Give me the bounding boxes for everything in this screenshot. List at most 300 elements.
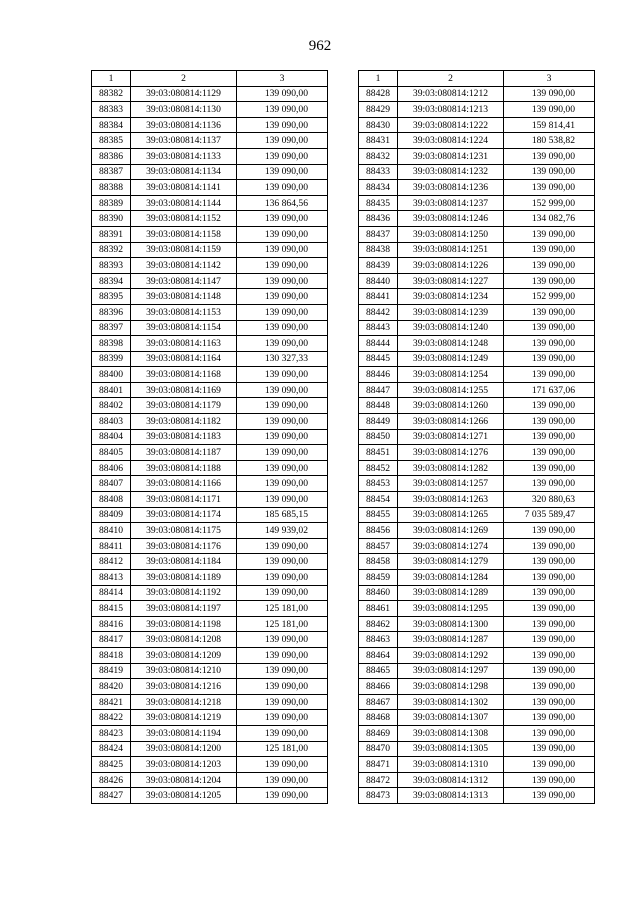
cadastral-number-cell: 39:03:080814:1188: [131, 460, 237, 476]
table-row: [359, 382, 595, 398]
cadastral-number-cell: 39:03:080814:1176: [131, 538, 237, 554]
table-row: [359, 258, 595, 274]
value-cell: 139 090,00: [504, 710, 595, 726]
table-row: [359, 492, 595, 508]
row-number-cell: 88433: [359, 164, 398, 180]
value-cell: 139 090,00: [237, 710, 328, 726]
table-row: [359, 148, 595, 164]
row-number-cell: 88450: [359, 429, 398, 445]
value-cell: 139 090,00: [237, 102, 328, 118]
cadastral-number-cell: 39:03:080814:1239: [398, 304, 504, 320]
row-number-cell: 88426: [92, 772, 131, 788]
value-cell: 139 090,00: [504, 398, 595, 414]
value-cell: 139 090,00: [237, 554, 328, 570]
value-cell: 139 090,00: [504, 226, 595, 242]
row-number-cell: 88389: [92, 195, 131, 211]
row-number-cell: 88456: [359, 523, 398, 539]
value-cell: 139 090,00: [237, 632, 328, 648]
table-row: [92, 788, 328, 804]
value-cell: 139 090,00: [237, 117, 328, 133]
cadastral-number-cell: 39:03:080814:1141: [131, 180, 237, 196]
row-number-cell: 88407: [92, 476, 131, 492]
table-row: [92, 336, 328, 352]
cadastral-number-cell: 39:03:080814:1279: [398, 554, 504, 570]
table-row: [92, 710, 328, 726]
table-row: [359, 289, 595, 305]
cadastral-number-cell: 39:03:080814:1208: [131, 632, 237, 648]
cadastral-number-cell: 39:03:080814:1237: [398, 195, 504, 211]
row-number-cell: 88459: [359, 570, 398, 586]
value-cell: 139 090,00: [237, 180, 328, 196]
value-cell: 139 090,00: [237, 336, 328, 352]
value-cell: 139 090,00: [504, 741, 595, 757]
row-number-cell: 88454: [359, 492, 398, 508]
table-row: [359, 476, 595, 492]
row-number-cell: 88384: [92, 117, 131, 133]
cadastral-number-cell: 39:03:080814:1204: [131, 772, 237, 788]
table-row: [359, 507, 595, 523]
cadastral-number-cell: 39:03:080814:1297: [398, 663, 504, 679]
cadastral-number-cell: 39:03:080814:1168: [131, 367, 237, 383]
value-cell: 139 090,00: [504, 601, 595, 617]
cadastral-number-cell: 39:03:080814:1298: [398, 679, 504, 695]
value-cell: 139 090,00: [237, 772, 328, 788]
value-cell: 139 090,00: [504, 102, 595, 118]
cadastral-number-cell: 39:03:080814:1194: [131, 725, 237, 741]
cadastral-number-cell: 39:03:080814:1216: [131, 679, 237, 695]
cadastral-number-cell: 39:03:080814:1308: [398, 725, 504, 741]
table-row: [359, 788, 595, 804]
cadastral-number-cell: 39:03:080814:1287: [398, 632, 504, 648]
row-number-cell: 88402: [92, 398, 131, 414]
cadastral-number-cell: 39:03:080814:1310: [398, 757, 504, 773]
cadastral-number-cell: 39:03:080814:1282: [398, 460, 504, 476]
value-cell: 152 999,00: [504, 195, 595, 211]
value-cell: 139 090,00: [237, 445, 328, 461]
value-cell: 139 090,00: [504, 242, 595, 258]
value-cell: 139 090,00: [504, 351, 595, 367]
table-row: [359, 694, 595, 710]
value-cell: 134 082,76: [504, 211, 595, 227]
value-cell: 139 090,00: [237, 663, 328, 679]
table-row: [359, 710, 595, 726]
cadastral-number-cell: 39:03:080814:1231: [398, 148, 504, 164]
row-number-cell: 88386: [92, 148, 131, 164]
cadastral-number-cell: 39:03:080814:1274: [398, 538, 504, 554]
table-row: [92, 445, 328, 461]
row-number-cell: 88427: [92, 788, 131, 804]
table-row: [92, 694, 328, 710]
row-number-cell: 88397: [92, 320, 131, 336]
row-number-cell: 88411: [92, 538, 131, 554]
left-register-table: [91, 70, 328, 804]
cadastral-number-cell: 39:03:080814:1246: [398, 211, 504, 227]
table-row: [92, 757, 328, 773]
table-row: [92, 492, 328, 508]
cadastral-number-cell: 39:03:080814:1289: [398, 585, 504, 601]
value-cell: 139 090,00: [237, 86, 328, 102]
value-cell: 139 090,00: [237, 414, 328, 430]
cadastral-number-cell: 39:03:080814:1222: [398, 117, 504, 133]
cadastral-number-cell: 39:03:080814:1198: [131, 616, 237, 632]
value-cell: 139 090,00: [504, 460, 595, 476]
value-cell: 125 181,00: [237, 616, 328, 632]
table-row: [359, 164, 595, 180]
cadastral-number-cell: 39:03:080814:1147: [131, 273, 237, 289]
row-number-cell: 88419: [92, 663, 131, 679]
cadastral-number-cell: 39:03:080814:1179: [131, 398, 237, 414]
cadastral-number-cell: 39:03:080814:1169: [131, 382, 237, 398]
row-number-cell: 88443: [359, 320, 398, 336]
value-cell: 139 090,00: [237, 679, 328, 695]
table-row: [359, 117, 595, 133]
row-number-cell: 88382: [92, 86, 131, 102]
value-cell: 139 090,00: [504, 273, 595, 289]
cadastral-number-cell: 39:03:080814:1163: [131, 336, 237, 352]
value-cell: 139 090,00: [504, 336, 595, 352]
cadastral-number-cell: 39:03:080814:1197: [131, 601, 237, 617]
table-row: [92, 351, 328, 367]
cadastral-number-cell: 39:03:080814:1212: [398, 86, 504, 102]
table-row: [359, 320, 595, 336]
cadastral-number-cell: 39:03:080814:1142: [131, 258, 237, 274]
value-cell: 139 090,00: [504, 694, 595, 710]
cadastral-number-cell: 39:03:080814:1255: [398, 382, 504, 398]
cadastral-number-cell: 39:03:080814:1209: [131, 647, 237, 663]
page-number: 962: [308, 38, 332, 54]
cadastral-number-cell: 39:03:080814:1305: [398, 741, 504, 757]
table-row: [92, 647, 328, 663]
table-row: [359, 351, 595, 367]
cadastral-number-cell: 39:03:080814:1218: [131, 694, 237, 710]
row-number-cell: 88420: [92, 679, 131, 695]
row-number-cell: 88403: [92, 414, 131, 430]
value-cell: 180 538,82: [504, 133, 595, 149]
table-row: [92, 304, 328, 320]
column-header-3: 3: [237, 71, 328, 87]
row-number-cell: 88435: [359, 195, 398, 211]
table-row: [92, 414, 328, 430]
value-cell: 139 090,00: [504, 570, 595, 586]
value-cell: 139 090,00: [237, 538, 328, 554]
value-cell: 139 090,00: [504, 679, 595, 695]
table-row: [359, 211, 595, 227]
column-header-3: 3: [504, 71, 595, 87]
table-row: [359, 367, 595, 383]
table-row: [359, 226, 595, 242]
value-cell: 125 181,00: [237, 741, 328, 757]
cadastral-number-cell: 39:03:080814:1269: [398, 523, 504, 539]
value-cell: 139 090,00: [237, 460, 328, 476]
table-row: [359, 414, 595, 430]
row-number-cell: 88399: [92, 351, 131, 367]
cadastral-number-cell: 39:03:080814:1213: [398, 102, 504, 118]
table-row: [359, 273, 595, 289]
value-cell: 139 090,00: [237, 133, 328, 149]
cadastral-number-cell: 39:03:080814:1129: [131, 86, 237, 102]
cadastral-number-cell: 39:03:080814:1257: [398, 476, 504, 492]
cadastral-number-cell: 39:03:080814:1265: [398, 507, 504, 523]
table-row: [92, 289, 328, 305]
row-number-cell: 88470: [359, 741, 398, 757]
row-number-cell: 88412: [92, 554, 131, 570]
row-number-cell: 88395: [92, 289, 131, 305]
cadastral-number-cell: 39:03:080814:1166: [131, 476, 237, 492]
row-number-cell: 88464: [359, 647, 398, 663]
cadastral-number-cell: 39:03:080814:1205: [131, 788, 237, 804]
cadastral-number-cell: 39:03:080814:1158: [131, 226, 237, 242]
cadastral-number-cell: 39:03:080814:1200: [131, 741, 237, 757]
table-row: [92, 554, 328, 570]
cadastral-number-cell: 39:03:080814:1263: [398, 492, 504, 508]
table-row: [92, 601, 328, 617]
cadastral-number-cell: 39:03:080814:1227: [398, 273, 504, 289]
cadastral-number-cell: 39:03:080814:1219: [131, 710, 237, 726]
row-number-cell: 88448: [359, 398, 398, 414]
cadastral-number-cell: 39:03:080814:1171: [131, 492, 237, 508]
row-number-cell: 88461: [359, 601, 398, 617]
value-cell: 139 090,00: [237, 429, 328, 445]
table-row: [359, 304, 595, 320]
table-row: [92, 570, 328, 586]
column-header-2: 2: [131, 71, 237, 87]
value-cell: 139 090,00: [237, 226, 328, 242]
row-number-cell: 88394: [92, 273, 131, 289]
row-number-cell: 88410: [92, 523, 131, 539]
cadastral-number-cell: 39:03:080814:1175: [131, 523, 237, 539]
value-cell: 139 090,00: [237, 570, 328, 586]
value-cell: 139 090,00: [504, 632, 595, 648]
table-row: [92, 133, 328, 149]
cadastral-number-cell: 39:03:080814:1130: [131, 102, 237, 118]
cadastral-number-cell: 39:03:080814:1271: [398, 429, 504, 445]
table-row: [92, 616, 328, 632]
cadastral-number-cell: 39:03:080814:1184: [131, 554, 237, 570]
row-number-cell: 88424: [92, 741, 131, 757]
row-number-cell: 88385: [92, 133, 131, 149]
table-row: [92, 86, 328, 102]
row-number-cell: 88452: [359, 460, 398, 476]
table-row: [359, 242, 595, 258]
value-cell: 139 090,00: [237, 788, 328, 804]
table-row: [359, 180, 595, 196]
cadastral-number-cell: 39:03:080814:1189: [131, 570, 237, 586]
value-cell: 139 090,00: [504, 180, 595, 196]
row-number-cell: 88390: [92, 211, 131, 227]
cadastral-number-cell: 39:03:080814:1302: [398, 694, 504, 710]
row-number-cell: 88408: [92, 492, 131, 508]
table-row: [359, 102, 595, 118]
row-number-cell: 88466: [359, 679, 398, 695]
row-number-cell: 88463: [359, 632, 398, 648]
value-cell: 139 090,00: [237, 258, 328, 274]
table-row: [92, 538, 328, 554]
table-row: [359, 86, 595, 102]
cadastral-number-cell: 39:03:080814:1187: [131, 445, 237, 461]
column-header-1: 1: [359, 71, 398, 87]
table-row: [359, 663, 595, 679]
row-number-cell: 88442: [359, 304, 398, 320]
table-row: [92, 679, 328, 695]
cadastral-number-cell: 39:03:080814:1226: [398, 258, 504, 274]
value-cell: 139 090,00: [504, 320, 595, 336]
row-number-cell: 88465: [359, 663, 398, 679]
cadastral-number-cell: 39:03:080814:1248: [398, 336, 504, 352]
value-cell: 139 090,00: [237, 273, 328, 289]
cadastral-number-cell: 39:03:080814:1284: [398, 570, 504, 586]
cadastral-number-cell: 39:03:080814:1260: [398, 398, 504, 414]
table-row: [92, 398, 328, 414]
value-cell: 139 090,00: [504, 554, 595, 570]
header-row: [359, 71, 595, 87]
row-number-cell: 88457: [359, 538, 398, 554]
table-row: [92, 367, 328, 383]
table-row: [359, 679, 595, 695]
row-number-cell: 88471: [359, 757, 398, 773]
cadastral-number-cell: 39:03:080814:1154: [131, 320, 237, 336]
table-row: [92, 663, 328, 679]
table-row: [359, 632, 595, 648]
value-cell: 139 090,00: [237, 585, 328, 601]
value-cell: 139 090,00: [504, 585, 595, 601]
column-header-2: 2: [398, 71, 504, 87]
table-row: [359, 570, 595, 586]
cadastral-number-cell: 39:03:080814:1224: [398, 133, 504, 149]
value-cell: 139 090,00: [504, 367, 595, 383]
row-number-cell: 88455: [359, 507, 398, 523]
table-row: [92, 242, 328, 258]
table-row: [359, 616, 595, 632]
row-number-cell: 88429: [359, 102, 398, 118]
row-number-cell: 88387: [92, 164, 131, 180]
value-cell: 139 090,00: [504, 772, 595, 788]
value-cell: 139 090,00: [237, 211, 328, 227]
table-row: [92, 382, 328, 398]
value-cell: 139 090,00: [237, 148, 328, 164]
table-row: [92, 476, 328, 492]
column-header-1: 1: [92, 71, 131, 87]
header-row: [92, 71, 328, 87]
table-row: [92, 725, 328, 741]
value-cell: 7 035 589,47: [504, 507, 595, 523]
row-number-cell: 88447: [359, 382, 398, 398]
value-cell: 125 181,00: [237, 601, 328, 617]
cadastral-number-cell: 39:03:080814:1210: [131, 663, 237, 679]
cadastral-number-cell: 39:03:080814:1183: [131, 429, 237, 445]
table-row: [92, 117, 328, 133]
row-number-cell: 88468: [359, 710, 398, 726]
left-table-body: [92, 86, 328, 803]
row-number-cell: 88396: [92, 304, 131, 320]
value-cell: 139 090,00: [504, 304, 595, 320]
row-number-cell: 88409: [92, 507, 131, 523]
value-cell: 139 090,00: [237, 367, 328, 383]
value-cell: 139 090,00: [237, 164, 328, 180]
row-number-cell: 88391: [92, 226, 131, 242]
cadastral-number-cell: 39:03:080814:1254: [398, 367, 504, 383]
value-cell: 139 090,00: [504, 757, 595, 773]
row-number-cell: 88418: [92, 647, 131, 663]
cadastral-number-cell: 39:03:080814:1307: [398, 710, 504, 726]
row-number-cell: 88393: [92, 258, 131, 274]
cadastral-number-cell: 39:03:080814:1295: [398, 601, 504, 617]
cadastral-number-cell: 39:03:080814:1159: [131, 242, 237, 258]
value-cell: 139 090,00: [504, 788, 595, 804]
value-cell: 139 090,00: [504, 523, 595, 539]
value-cell: 139 090,00: [237, 725, 328, 741]
cadastral-number-cell: 39:03:080814:1251: [398, 242, 504, 258]
value-cell: 139 090,00: [237, 289, 328, 305]
value-cell: 139 090,00: [504, 414, 595, 430]
row-number-cell: 88460: [359, 585, 398, 601]
table-row: [359, 757, 595, 773]
cadastral-number-cell: 39:03:080814:1250: [398, 226, 504, 242]
table-row: [92, 320, 328, 336]
cadastral-number-cell: 39:03:080814:1182: [131, 414, 237, 430]
cadastral-number-cell: 39:03:080814:1136: [131, 117, 237, 133]
cadastral-number-cell: 39:03:080814:1234: [398, 289, 504, 305]
value-cell: 139 090,00: [237, 476, 328, 492]
value-cell: 139 090,00: [504, 538, 595, 554]
table-row: [92, 258, 328, 274]
row-number-cell: 88434: [359, 180, 398, 196]
table-row: [359, 429, 595, 445]
value-cell: 139 090,00: [237, 320, 328, 336]
cadastral-number-cell: 39:03:080814:1276: [398, 445, 504, 461]
row-number-cell: 88432: [359, 148, 398, 164]
row-number-cell: 88413: [92, 570, 131, 586]
right-register-table: [358, 70, 595, 804]
value-cell: 149 939,02: [237, 523, 328, 539]
row-number-cell: 88417: [92, 632, 131, 648]
cadastral-number-cell: 39:03:080814:1232: [398, 164, 504, 180]
table-row: [359, 725, 595, 741]
cadastral-number-cell: 39:03:080814:1133: [131, 148, 237, 164]
table-row: [359, 647, 595, 663]
value-cell: 139 090,00: [504, 148, 595, 164]
value-cell: 139 090,00: [504, 429, 595, 445]
row-number-cell: 88415: [92, 601, 131, 617]
value-cell: 152 999,00: [504, 289, 595, 305]
value-cell: 139 090,00: [504, 86, 595, 102]
row-number-cell: 88436: [359, 211, 398, 227]
table-row: [359, 523, 595, 539]
row-number-cell: 88430: [359, 117, 398, 133]
value-cell: 139 090,00: [237, 647, 328, 663]
row-number-cell: 88431: [359, 133, 398, 149]
table-row: [359, 585, 595, 601]
table-row: [359, 741, 595, 757]
row-number-cell: 88437: [359, 226, 398, 242]
table-row: [359, 538, 595, 554]
cadastral-number-cell: 39:03:080814:1236: [398, 180, 504, 196]
row-number-cell: 88446: [359, 367, 398, 383]
value-cell: 139 090,00: [504, 616, 595, 632]
value-cell: 139 090,00: [504, 725, 595, 741]
table-row: [92, 226, 328, 242]
table-row: [92, 507, 328, 523]
table-row: [92, 195, 328, 211]
row-number-cell: 88472: [359, 772, 398, 788]
value-cell: 139 090,00: [504, 663, 595, 679]
value-cell: 139 090,00: [504, 445, 595, 461]
table-row: [92, 211, 328, 227]
value-cell: 139 090,00: [237, 757, 328, 773]
row-number-cell: 88388: [92, 180, 131, 196]
table-row: [92, 585, 328, 601]
row-number-cell: 88441: [359, 289, 398, 305]
cadastral-number-cell: 39:03:080814:1192: [131, 585, 237, 601]
